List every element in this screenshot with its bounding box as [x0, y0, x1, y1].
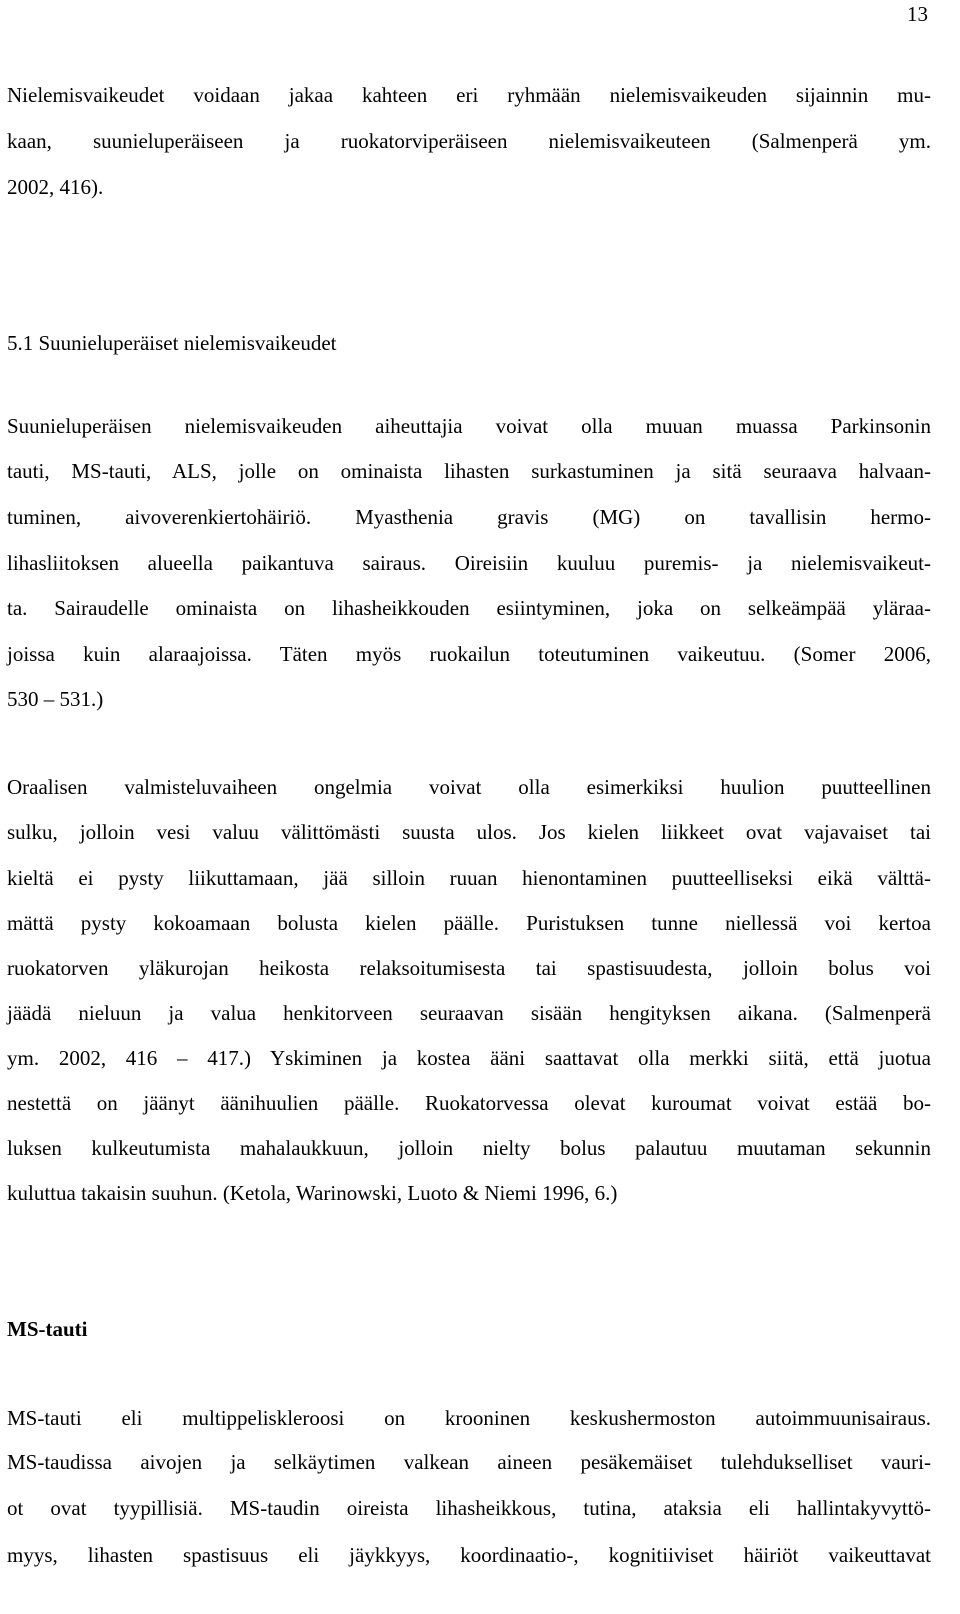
text-line: lihasliitoksen alueella paikantuva sairaus. Oireisiin kuuluu puremis- ja nielemisvaikeut-: [7, 551, 931, 575]
text-line: tuminen, aivoverenkiertohäiriö. Myasthenia gravis (MG) on tavallisin hermo-: [7, 505, 931, 529]
text-line: jäädä nieluun ja valua henkitorveen seuraavan sisään hengityksen aikana. (Salmenperä: [7, 1001, 931, 1025]
text-line: MS-taudissa aivojen ja selkäytimen valkean aineen pesäkemäiset tulehdukselliset vauri-: [7, 1450, 931, 1474]
text-line: Oraalisen valmisteluvaiheen ongelmia voivat olla esimerkiksi huulion puutteellinen: [7, 775, 931, 799]
text-line: kaan, suunieluperäiseen ja ruokatorviperäiseen nielemisvaikeuteen (Salmenperä ym.: [7, 129, 931, 153]
text-line: ot ovat tyypillisiä. MS-taudin oireista lihasheikkous, tutina, ataksia eli hallintakyvyttö-: [7, 1496, 931, 1520]
text-line: kuluttua takaisin suuhun. (Ketola, Warinowski, Luoto & Niemi 1996, 6.): [7, 1181, 618, 1205]
text-line: sulku, jolloin vesi valuu välittömästi suusta ulos. Jos kielen liikkeet ovat vajavaiset tai: [7, 820, 931, 844]
text-line: Nielemisvaikeudet voidaan jakaa kahteen eri ryhmään nielemisvaikeuden sijainnin mu-: [7, 83, 931, 107]
text-line: myys, lihasten spastisuus eli jäykkyys, koordinaatio-, kognitiiviset häiriöt vaikeuttavat: [7, 1543, 931, 1567]
text-line: joissa kuin alaraajoissa. Täten myös ruokailun toteutuminen vaikeutuu. (Somer 2006,: [7, 642, 931, 666]
text-line: 2002, 416).: [7, 175, 104, 199]
text-line: ym. 2002, 416 – 417.) Yskiminen ja kostea ääni saattavat olla merkki siitä, että juotua: [7, 1046, 931, 1070]
text-line: Suunieluperäisen nielemisvaikeuden aiheuttajia voivat olla muuan muassa Parkinsonin: [7, 414, 931, 438]
section-heading: 5.1 Suunieluperäiset nielemisvaikeudet: [7, 331, 337, 355]
subsection-heading: MS-tauti: [7, 1317, 88, 1341]
text-line: luksen kulkeutumista mahalaukkuun, jolloin nielty bolus palautuu muutaman sekunnin: [7, 1136, 931, 1160]
text-line: ruokatorven yläkurojan heikosta relaksoitumisesta tai spastisuudesta, jolloin bolus voi: [7, 956, 931, 980]
text-line: tauti, MS-tauti, ALS, jolle on ominaista lihasten surkastuminen ja sitä seuraava halvaan-: [7, 459, 931, 483]
page-number: 13: [907, 2, 928, 26]
text-line: MS-tauti eli multippeliskleroosi on krooninen keskushermoston autoimmuunisairaus.: [7, 1406, 931, 1430]
text-line: mättä pysty kokoamaan bolusta kielen päälle. Puristuksen tunne niellessä voi kertoa: [7, 911, 931, 935]
text-line: nestettä on jäänyt äänihuulien päälle. Ruokatorvessa olevat kuroumat voivat estää bo-: [7, 1091, 931, 1115]
text-line: 530 – 531.): [7, 687, 104, 711]
text-line: kieltä ei pysty liikuttamaan, jää silloin ruuan hienontaminen puutteelliseksi eikä välttä-: [7, 866, 931, 890]
text-line: ta. Sairaudelle ominaista on lihasheikkouden esiintyminen, joka on selkeämpää yläraa-: [7, 596, 931, 620]
